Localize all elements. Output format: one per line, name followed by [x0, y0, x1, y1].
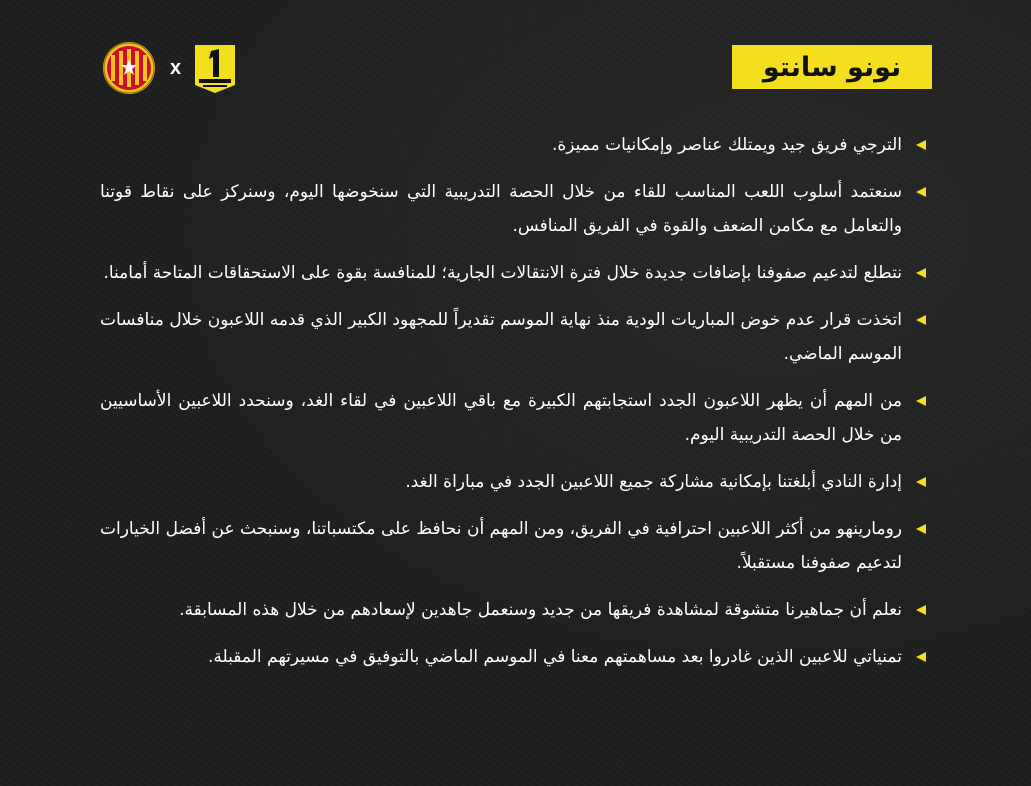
quote-text: نتطلع لتدعيم صفوفنا بإضافات جديدة خلال فترة الانتقالات الجارية؛ للمنافسة بقوة على الاستحقاقات المتاحة أمامنا. [103, 263, 902, 283]
quote-text: إدارة النادي أبلغتنا بإمكانية مشاركة جميع اللاعبين الجدد في مباراة الغد. [405, 472, 902, 492]
ittihad-logo [193, 41, 237, 95]
bullet-arrow-icon [902, 640, 940, 662]
quote-text: نعلم أن جماهيرنا متشوقة لمشاهدة فريقها من جديد وسنعمل جاهدين لإسعادهم من خلال هذه المسابقة. [179, 600, 902, 620]
bullet-arrow-icon [902, 465, 940, 487]
versus-mark: x [170, 56, 182, 79]
quote-text: اتخذت قرار عدم خوض المباريات الودية منذ نهاية الموسم تقديراً للمجهود الكبير الذي قدمه اللاعبون خلال منافسات الموسم الماضي. [100, 310, 902, 364]
esperance-logo [102, 41, 156, 95]
list-item [100, 175, 940, 243]
quote-text: من المهم أن يظهر اللاعبون الجدد استجابتهم الكبيرة مع باقي اللاعبين في لقاء الغد، وسنحدد اللاعبين الأساسيين من خلال الحصة التدريبية اليوم. [100, 391, 902, 445]
list-item [100, 128, 940, 162]
list-item [100, 256, 940, 290]
quote-text: الترجي فريق جيد ويمتلك عناصر وإمكانيات مميزة. [551, 135, 902, 155]
bullet-arrow-icon [902, 256, 940, 278]
bullet-arrow-icon [902, 175, 940, 197]
quotes-list [100, 128, 940, 687]
title-banner [732, 45, 932, 89]
list-item [100, 303, 940, 371]
page-title: نونو سانتو [762, 51, 902, 83]
list-item [100, 512, 940, 580]
bullet-arrow-icon [902, 303, 940, 325]
quote-text: رومارينهو من أكثر اللاعبين احترافية في الفريق، ومن المهم أن نحافظ على مكتسباتنا، وسنبحث عن أفضل الخيارات لتدعيم صفوفنا مستقبلاً. [100, 519, 902, 573]
list-item [100, 465, 940, 499]
bullet-arrow-icon [902, 384, 940, 406]
list-item [100, 384, 940, 452]
quote-text: تمنياتي للاعبين الذين غادروا بعد مساهمتهم معنا في الموسم الماضي بالتوفيق في مسيرتهم المقبلة. [208, 647, 902, 667]
bullet-arrow-icon [902, 512, 940, 534]
bullet-arrow-icon [902, 128, 940, 150]
list-item [100, 593, 940, 627]
bullet-arrow-icon [902, 593, 940, 615]
quote-text: سنعتمد أسلوب اللعب المناسب للقاء من خلال الحصة التدريبية التي سنخوضها اليوم، وسنركز على نقاط قوتنا والتعامل مع مكامن الضعف والقوة في الفريق المنافس. [100, 182, 902, 236]
club-logos [102, 40, 237, 96]
list-item [100, 640, 940, 674]
